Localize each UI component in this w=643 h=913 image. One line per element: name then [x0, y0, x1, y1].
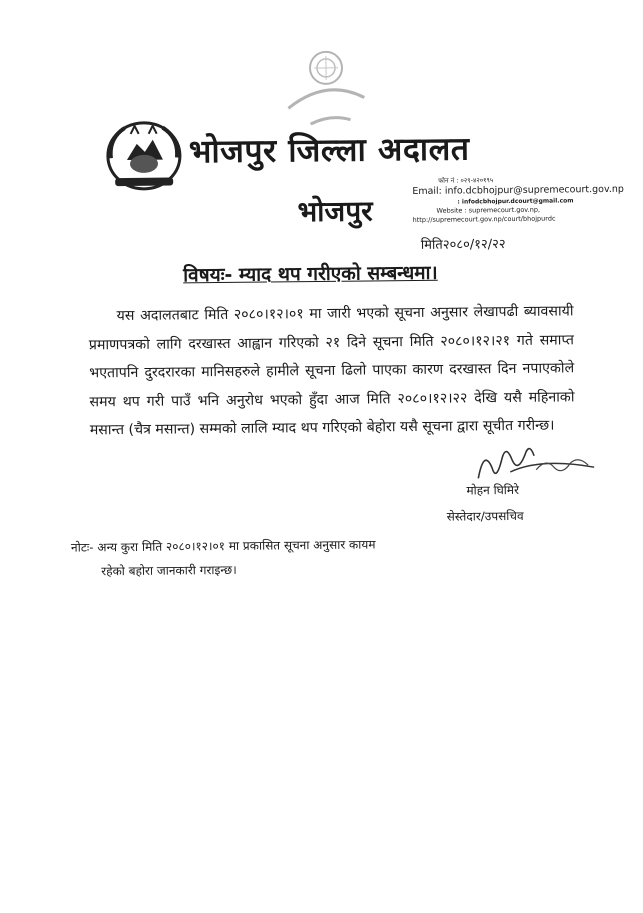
- note-line-2: रहेको बहोरा जानकारी गराइन्छ।: [71, 556, 376, 583]
- note-line-1: नोटः- अन्य कुरा मिति २०८०।१२।०१ मा प्रकासित सूचना अनुसार कायम: [71, 532, 376, 559]
- signatory-designation: सेस्तेदार/उपसचिव: [447, 507, 524, 525]
- contact-block: [412, 175, 634, 225]
- court-stamp-icon: [280, 37, 373, 130]
- email-secondary: : infodcbhojpur.dcourt@gmail.com: [412, 196, 634, 207]
- notice-body: [88, 297, 574, 445]
- court-location-heading: भोजपुर: [297, 191, 372, 230]
- notice-date: मिति२०८०/१२/२२: [421, 234, 506, 253]
- website-line-2: http://supremecourt.gov.np/court/bhojpurdc: [413, 214, 635, 225]
- phone-number: फोन नं : ०२९-४२०१९५: [412, 175, 634, 186]
- notice-subject: विषयः- म्याद थप गरीएको सम्बन्धमा।: [183, 259, 438, 288]
- signatory-name: मोहन घिमिरे: [466, 481, 519, 499]
- court-name-heading: भोजपुर जिल्ला अदालत: [189, 126, 470, 172]
- website-line-1: Website : supremecourt.gov.np,: [412, 205, 634, 216]
- notice-note: [71, 532, 376, 583]
- email-primary: Email: info.dcbhojpur@supremecourt.gov.np: [412, 184, 634, 198]
- nepal-emblem-icon: [105, 117, 184, 192]
- notice-body-text: यस अदालतबाट मिति २०८०।१२।०१ मा जारी भएको सूचना अनुसार लेखापढी ब्यावसायी प्रमाणपत्रको लागि दरखास्त आह्वान गरिएको २१ दिने सूचना मिति २०८०।१२।२१ गते समाप्त भएतापनि दुरदरारका मानिसहरुले हामीले सूचना ढिलो पाएका कारण दरखास्त दिन नपाएकोले समय थप गरी पाउँ भनि अनुरोध भएको हुँदा आज मिति २०८०।१२।२२ देखि यसै महिनाको मसान्त (चैत्र मसान्त) सम्मको लालि म्याद थप गरिएको बेहोरा यसै सूचना द्वारा सूचीत गरीन्छ।: [89, 303, 575, 438]
